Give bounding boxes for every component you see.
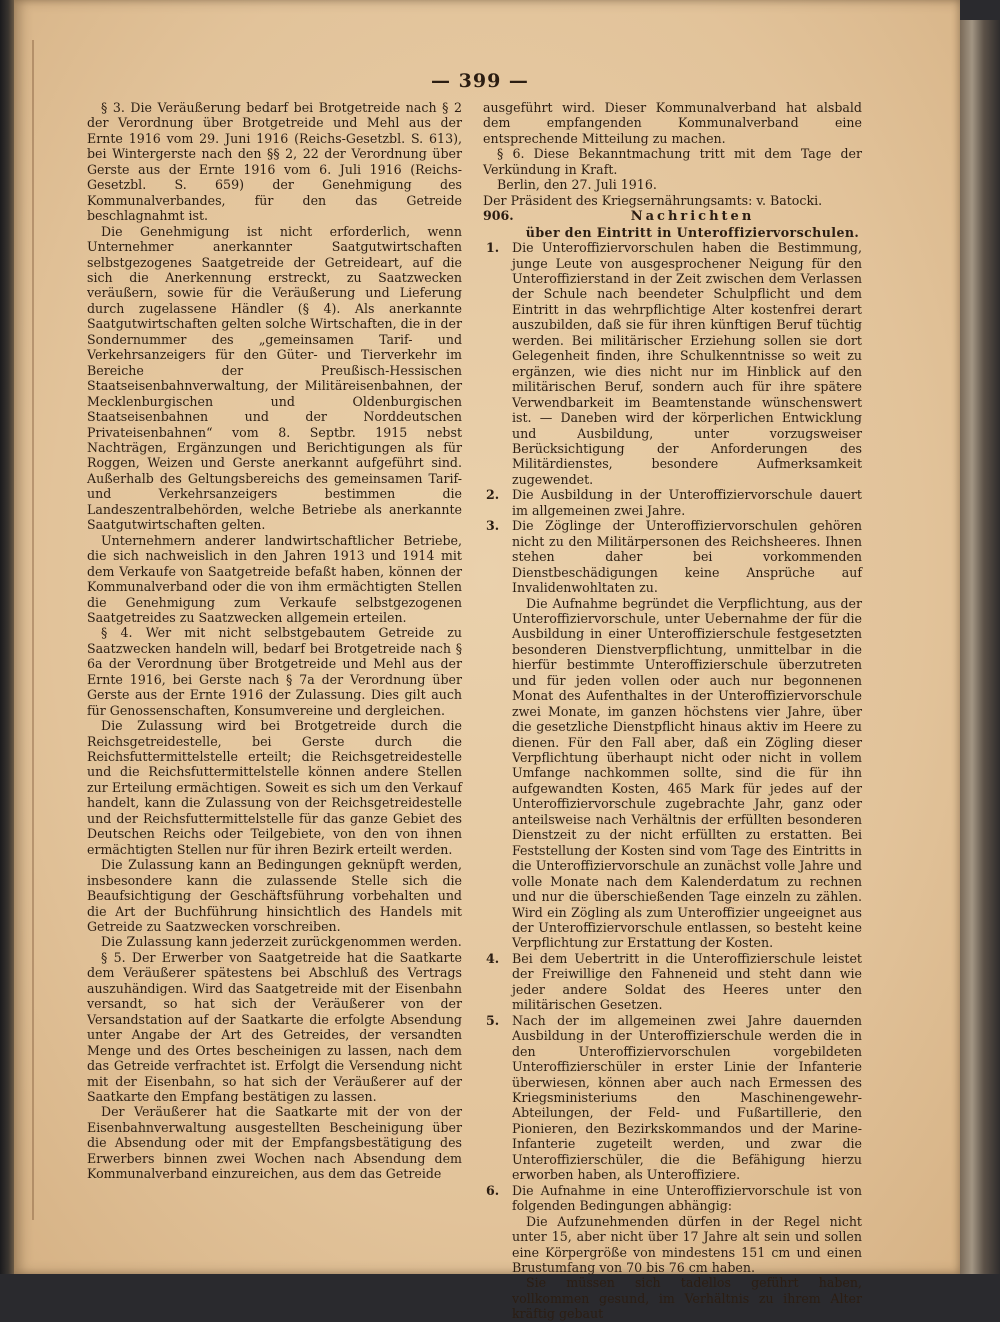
list-item [483,240,862,487]
paragraph: Die Aufnahme in eine Unteroffiziervorschule ist von folgenden Bedingungen abhängig: [512,1182,862,1214]
date-line: Berlin, den 27. Juli 1916. [497,177,657,193]
item-text [512,951,862,1013]
paragraph: Die Genehmigung ist nicht erforderlich, wenn Unternehmer anerkannter Saatgutwirtschaften selbstgezogenes Saatgetreide der Getreideart, auf die sich die Anerkennung erstreckt, zu Saatzwecken veräußern, sowie für die Veräußerung und Lieferung durch zugelassene Händler (§ 4). Als anerkannte Saatgutwirtschaften gelten solche Wirtschaften, die in der Sondernummer des „gemeinsamen Tarif- und Verkehrsanzeigers für den Güter- und Tierverkehr im Bereiche der Preußisch-Hessischen Staatseisenbahnverwaltung, der Militäreisenbahnen, der Mecklenburgischen und Oldenburgischen Staatseisenbahnen und der Norddeutschen Privateisenbahnen“ vom 8. Septbr. 1915 nebst Nachträgen, Ergänzungen und Berichtigungen als für Roggen, Weizen und Gerste anerkannt aufgeführt sind. Außerhalb des Geltungsbereichs des gemeinsamen Tarif- und Verkehrsanzeigers bestimmen die Landeszentralbehörden, welche Betriebe als anerkannte Saatgutwirtschaften gelten. [87,223,462,533]
page-number: — 399 — [431,70,529,92]
section-subtitle: über den Eintritt in Unteroffiziervorschulen. [525,224,860,240]
list-item [483,1183,862,1322]
paragraph: Die Zöglinge der Unteroffiziervorschulen gehören nicht zu den Militärpersonen des Reichsheeres. Ihnen stehen daher bei vorkommenden Dienstbeschädigungen keine Ansprüche auf Invalidenwohltaten zu. [512,518,862,596]
list-item [483,518,862,951]
continuation-text [483,100,862,177]
item-text [512,1013,862,1183]
paragraph: § 4. Wer mit nicht selbstgebautem Getreide zu Saatzwecken handeln will, bedarf bei Brotgetreide nach § 6a der Verordnung über Brotgetreide und Mehl aus der Ernte 1916, bei Gerste nach § 7a der Verordnung über Gerste aus der Ernte 1916 der Zulassung. Dies gilt auch für Genossenschaften, Konsumvereine und dergleichen. [87,625,462,718]
list-item [483,1013,862,1183]
page-gutter-shadow [32,40,34,1220]
section-heading [483,208,862,224]
book-edge-right [960,20,1000,1274]
paragraph: § 6. Diese Bekanntmachung tritt mit dem Tage der Verkündung in Kraft. [483,146,862,177]
paragraph: Sie müssen sich tadellos geführt haben, vollkommen gesund, im Verhältnis zu ihrem Alter kräftig gebaut [512,1275,862,1322]
paragraph: Der Veräußerer hat die Saatkarte mit der von der Eisenbahnverwaltung ausgestellten Bescheinigung über die Absendung oder mit der Empfangsbestätigung des Erwerbers binnen zwei Wochen nach Absendung dem Kommunalverband einzureichen, aus dem das Getreide [87,1104,462,1182]
paragraph: Die Ausbildung in der Unteroffiziervorschule dauert im allgemeinen zwei Jahre. [512,487,862,518]
paragraph: Unternehmern anderer landwirtschaftlicher Betriebe, die sich nachweislich in den Jahren 1913 und 1914 mit dem Verkaufe von Saatgetreide befaßt haben, können der Kommunalverband oder die von ihm ermächtigten Stellen die Genehmigung zum Verkaufe selbstgezogenen Saatgetreides zu Saatzwecken allgemein erteilen. [87,532,462,625]
item-number: 3. [486,518,500,534]
item-text [512,240,862,487]
paragraph: § 3. Die Veräußerung bedarf bei Brotgetreide nach § 2 der Verordnung über Brotgetreide und Mehl aus der Ernte 1916 vom 29. Juni 1916 (Reichs-Gesetzbl. S. 613), bei Wintergerste nach den §§ 2, 22 der Verordnung über Gerste aus der Ernte 1916 vom 6. Juli 1916 (Reichs-Gesetzbl. S. 659) der Genehmigung des Kommunalverbandes, für den das Getreide beschlagnahmt ist. [87,100,462,224]
list-item [483,487,862,518]
numbered-items [483,240,862,1322]
paragraph: Bei dem Uebertritt in die Unteroffizierschule leistet der Freiwillige den Fahneneid und steht dann wie jeder andere Soldat des Heeres unter den militärischen Gesetzen. [512,950,862,1013]
paragraph: Die Zulassung kann an Bedingungen geknüpft werden, insbesondere kann die zulassende Stelle sich die Beaufsichtigung der Geschäftsführung vorbehalten und die Art der Buchführung hinsichtlich des Handels mit Getreide zu Saatzwecken vorschreiben. [87,857,462,935]
item-text [512,1183,862,1322]
item-number: 2. [486,487,500,503]
item-text [512,518,862,951]
item-text [512,487,862,518]
item-number: 6. [486,1182,500,1198]
section-number: 906. [483,208,514,224]
paragraph: § 5. Der Erwerber von Saatgetreide hat die Saatkarte dem Veräußerer spätestens bei Abschluß des Vertrags auszuhändigen. Wird das Saatgetreide mit der Eisenbahn versandt, so hat sich der Veräußerer von der Versandstation auf der Saatkarte die erfolgte Absendung unter Angabe der Art des Getreides, der versandten Menge und des Ortes bescheinigen zu lassen, nach dem das Getreide verfrachtet ist. Erfolgt die Versendung nicht mit der Eisenbahn, so hat sich der Veräußerer auf der Saatkarte den Empfang bestätigen zu lassen. [87,949,462,1104]
paragraph: Die Unteroffiziervorschulen haben die Bestimmung, junge Leute von ausgesprochener Neigung für den Unteroffizierstand in der Zeit zwischen dem Verlassen der Schule nach beendeter Schulpflicht und dem Eintritt in das wehrpflichtige Alter kostenfrei derart auszubilden, daß sie für ihren künftigen Beruf tüchtig werden. Bei militärischer Erziehung sollen sie dort Gelegenheit finden, ihre Schulkenntnisse so weit zu ergänzen, wie dies nicht nur im Hinblick auf den militärischen Beruf, sondern auch für ihre spätere Verwendbarkeit im Beamtenstande wünschenswert ist. — Daneben wird der körperlichen Entwicklung und Ausbildung, unter vorzugsweiser Berücksichtigung der Anforderungen des Militärdienstes, besondere Aufmerksamkeit zugewendet. [512,240,862,487]
paragraph: ausgeführt wird. Dieser Kommunalverband hat alsbald dem empfangenden Kommunalverband eine entsprechende Mitteilung zu machen. [483,100,862,146]
section-title: Nachrichten [630,209,755,225]
paragraph: Die Zulassung kann jederzeit zurückgenommen werden. [101,934,462,950]
paragraph: Nach der im allgemeinen zwei Jahre dauernden Ausbildung in der Unteroffizierschule werden die in den Unteroffiziervorschulen vorgebildeten Unteroffizierschüler in erster Linie der Infanterie überwiesen, können aber auch nach Ermessen des Kriegsministeriums den Maschinengewehr-Abteilungen, der Feld- und Fußartillerie, den Pionieren, den Bezirkskommandos und der Marine-Infanterie zugeteilt werden, und zwar die Unteroffizierschüler, die die Befähigung hierzu erworben haben, als Unteroffiziere. [512,1012,862,1183]
list-item [483,951,862,1013]
paragraph: Die Zulassung wird bei Brotgetreide durch die Reichsgetreidestelle, bei Gerste durch die Reichsfuttermittelstelle erteilt; die Reichsgetreidestelle und die Reichsfuttermittelstelle können andere Stellen zur Erteilung ermächtigen. Soweit es sich um den Verkauf handelt, kann die Zulassung von der Reichsgetreidestelle und der Reichsfuttermittelstelle für das ganze Gebiet des Deutschen Reichs oder Teilgebiete, von den von ihnen ermächtigten Stellen nur für ihren Bezirk erteilt werden. [87,718,462,857]
item-number: 1. [486,240,500,256]
item-number: 5. [486,1012,500,1028]
paragraph: Die Aufzunehmenden dürfen in der Regel nicht unter 15, aber nicht über 17 Jahre alt sein und sollen eine Körpergröße von mindestens 151 cm und einen Brustumfang von 70 bis 76 cm haben. [512,1213,862,1275]
left-column [87,100,462,1182]
right-column [483,100,862,1322]
signature-line: Der Präsident des Kriegsernährungsamts: v. Batocki. [483,192,823,208]
book-spine-left [0,0,14,1274]
item-number: 4. [486,950,500,966]
paragraph: Die Aufnahme begründet die Verpflichtung, aus der Unteroffiziervorschule, unter Uebernahme der für die Ausbildung in einer Unteroffizierschule festgesetzten besonderen Dienstverpflichtung, unmittelbar in die hierfür bestimmte Unteroffizierschule überzutreten und für jeden vollen oder auch nur begonnenen Monat des Aufenthaltes in der Unteroffiziervorschule zwei Monate, im ganzen höchstens vier Jahre, über die gesetzliche Dienstpflicht hinaus aktiv im Heere zu dienen. Für den Fall aber, daß ein Zögling dieser Verpflichtung überhaupt nicht oder nicht in vollem Umfange nachkommen sollte, sind die für ihn aufgewandten Kosten, 465 Mark für jedes auf der Unteroffiziervorschule zugebrachte Jahr, ganz oder anteilsweise nach Verhältnis der erfüllten besonderen Dienstzeit zu der nicht erfüllten zu erstatten. Bei Feststellung der Kosten sind vom Tage des Eintritts in die Unteroffiziervorschule an zunächst volle Jahre und volle Monate nach dem Kalenderdatum zu rechnen und nur die überschießenden Tage einzeln zu zählen. Wird ein Zögling als zum Unteroffizier ungeeignet aus der Unteroffiziervorschule entlassen, so besteht keine Verpflichtung zur Erstattung der Kosten. [512,595,862,951]
